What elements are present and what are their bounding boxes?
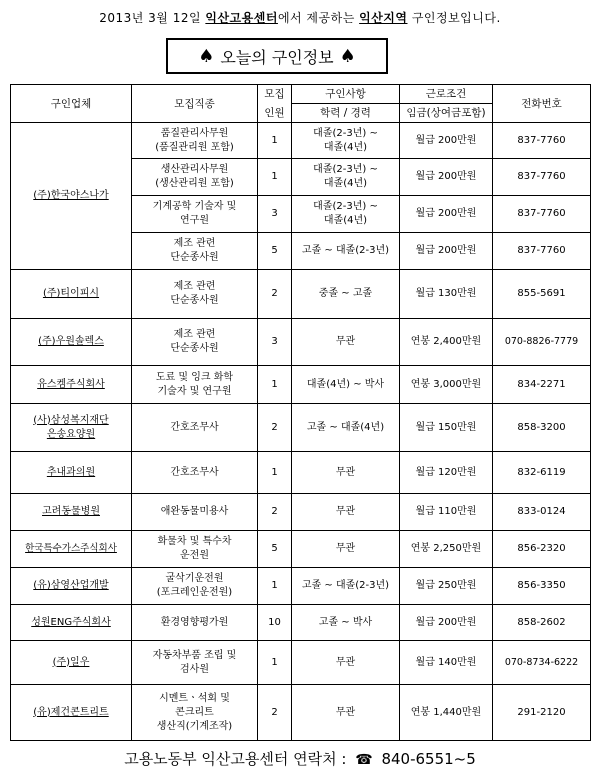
title-box — [166, 38, 388, 74]
company-cell — [11, 319, 132, 366]
req-line: 대졸(4년) — [323, 141, 368, 153]
table-row — [11, 404, 591, 452]
req-cell — [292, 233, 400, 270]
company-cell — [11, 685, 132, 741]
job-line: (생산관리원 포함) — [155, 178, 234, 189]
job-line: 굴삭기운전원 — [165, 573, 224, 584]
job-line: 콘크리트 — [175, 706, 214, 718]
phone-cell: 837-7760 — [493, 123, 591, 159]
req-cell — [292, 159, 400, 196]
table-row — [11, 123, 591, 159]
company-name: 추내과의원 — [46, 466, 96, 478]
req-cell: 무관 — [292, 319, 400, 366]
phone-cell: 856-2320 — [493, 531, 591, 568]
table-row — [11, 605, 591, 641]
req-cell: 무관 — [292, 494, 400, 531]
job-cell — [132, 196, 258, 233]
count-cell: 5 — [258, 233, 292, 270]
phone-cell: 070-8826-7779 — [493, 319, 591, 366]
count-cell: 5 — [258, 531, 292, 568]
job-cell — [132, 270, 258, 319]
job-line: 시멘트ㆍ석회 및 — [159, 692, 230, 704]
wage-cell: 월급 200만원 — [400, 233, 493, 270]
wage-cell: 연봉 3,000만원 — [400, 366, 493, 404]
job-line: 검사원 — [180, 663, 209, 675]
table-row — [11, 685, 591, 741]
job-line: 기계공학 기술자 및 — [152, 201, 237, 212]
req-cell: 대졸(4년) ~ 박사 — [292, 366, 400, 404]
job-line: 단순종사원 — [170, 252, 219, 263]
company-name: 고려동물병원 — [42, 506, 100, 517]
company-name: (유)제건콘트리트 — [33, 706, 109, 718]
company-cell — [11, 452, 132, 494]
job-line: (품질관리원 포함) — [155, 141, 234, 153]
job-line: 단순종사원 — [170, 343, 219, 354]
job-cell — [132, 366, 258, 404]
job-line: 제조 관련 — [173, 281, 216, 292]
header-date: 2013년 3월 12일 — [99, 11, 206, 25]
wage-cell: 월급 150만원 — [400, 404, 493, 452]
company-name: (유)삼영산업개발 — [33, 580, 109, 591]
job-cell — [132, 233, 258, 270]
req-line: 대졸(2-3년) ~ — [313, 127, 378, 139]
req-cell — [292, 196, 400, 233]
footer-phone: 840-6551~5 — [381, 750, 476, 768]
job-cell — [132, 641, 258, 685]
phone-cell: 837-7760 — [493, 196, 591, 233]
req-cell: 무관 — [292, 685, 400, 741]
req-cell: 고졸 ~ 대졸(4년) — [292, 404, 400, 452]
company-name: 한국특수가스주식회사 — [25, 543, 117, 554]
col-cond-bottom: 임금(상여금포함) — [400, 104, 493, 123]
wage-cell: 월급 200만원 — [400, 159, 493, 196]
req-line: 대졸(4년) — [323, 215, 368, 226]
count-cell: 1 — [258, 641, 292, 685]
job-line: 단순종사원 — [170, 295, 219, 306]
col-phone: 전화번호 — [493, 85, 591, 123]
company-cell — [11, 605, 132, 641]
count-cell: 3 — [258, 196, 292, 233]
table-row — [11, 270, 591, 319]
count-cell: 2 — [258, 685, 292, 741]
job-line: 자동차부품 조립 및 — [152, 649, 237, 661]
footer — [0, 748, 600, 769]
wage-cell: 월급 200만원 — [400, 123, 493, 159]
count-cell: 3 — [258, 319, 292, 366]
col-company: 구인업체 — [11, 85, 132, 123]
job-table — [10, 84, 591, 741]
req-line: 대졸(2-3년) ~ — [313, 201, 378, 212]
table-row — [11, 319, 591, 366]
req-line: 대졸(4년) — [323, 178, 368, 189]
phone-cell: 837-7760 — [493, 233, 591, 270]
company-cell — [11, 123, 132, 270]
col-req-top: 구인사항 — [292, 85, 400, 104]
wage-cell: 월급 120만원 — [400, 452, 493, 494]
job-cell: 간호조무사 — [132, 404, 258, 452]
company-cell — [11, 568, 132, 605]
wage-cell: 월급 130만원 — [400, 270, 493, 319]
company-name: 성원ENG주식회사 — [31, 616, 111, 628]
count-cell: 2 — [258, 494, 292, 531]
company-cell — [11, 641, 132, 685]
header-line — [0, 9, 600, 26]
req-cell — [292, 123, 400, 159]
company-name: 유스켐주식회사 — [37, 378, 105, 390]
job-line: 도료 및 잉크 화학 — [155, 371, 234, 383]
count-cell: 1 — [258, 568, 292, 605]
table-row — [11, 641, 591, 685]
wage-cell: 월급 110만원 — [400, 494, 493, 531]
req-cell: 고졸 ~ 박사 — [292, 605, 400, 641]
company-name: 은송요양원 — [46, 428, 96, 440]
company-cell — [11, 404, 132, 452]
job-cell — [132, 531, 258, 568]
phone-cell: 855-5691 — [493, 270, 591, 319]
header-text: 에서 제공하는 — [277, 11, 360, 25]
phone-cell: 858-2602 — [493, 605, 591, 641]
job-line: 제조 관련 — [173, 238, 216, 249]
col-job: 모집직종 — [132, 85, 258, 123]
phone-cell: 834-2271 — [493, 366, 591, 404]
req-line: 대졸(2-3년) ~ — [313, 164, 378, 175]
req-cell: 무관 — [292, 641, 400, 685]
wage-cell: 연봉 2,250만원 — [400, 531, 493, 568]
table-row — [11, 366, 591, 404]
job-cell: 환경영향평가원 — [132, 605, 258, 641]
phone-cell: 858-3200 — [493, 404, 591, 452]
count-cell: 1 — [258, 366, 292, 404]
job-line: 연구원 — [180, 215, 209, 226]
company-cell — [11, 366, 132, 404]
req-cell: 고졸 ~ 대졸(2-3년) — [292, 568, 400, 605]
col-count-bottom: 인원 — [258, 104, 292, 123]
table-row — [11, 452, 591, 494]
job-line: 품질관리사무원 — [160, 127, 229, 139]
count-cell: 1 — [258, 452, 292, 494]
count-cell: 10 — [258, 605, 292, 641]
job-cell — [132, 123, 258, 159]
col-req-bottom: 학력 / 경력 — [292, 104, 400, 123]
job-cell: 간호조무사 — [132, 452, 258, 494]
req-cell: 무관 — [292, 452, 400, 494]
phone-icon: ☎ — [355, 752, 373, 768]
company-name: (주)한국야스나가 — [33, 190, 109, 201]
wage-cell: 월급 250만원 — [400, 568, 493, 605]
job-line: 생산관리사무원 — [160, 164, 229, 175]
phone-cell: 837-7760 — [493, 159, 591, 196]
phone-cell: 833-0124 — [493, 494, 591, 531]
count-cell: 2 — [258, 404, 292, 452]
spade-icon: ♠ — [198, 45, 215, 67]
header-center: 익산고용센터 — [205, 11, 278, 25]
company-name: (주)일우 — [52, 656, 90, 668]
phone-cell: 070-8734-6222 — [493, 641, 591, 685]
count-cell: 2 — [258, 270, 292, 319]
spade-icon: ♠ — [339, 45, 356, 67]
page-title: 오늘의 구인정보 — [220, 47, 334, 67]
job-cell — [132, 568, 258, 605]
company-name: (사)삼성복지재단 — [33, 414, 109, 426]
table-row — [11, 568, 591, 605]
wage-cell: 연봉 1,440만원 — [400, 685, 493, 741]
table-row — [11, 494, 591, 531]
job-line: 기술자 및 연구원 — [157, 385, 232, 397]
count-cell: 1 — [258, 159, 292, 196]
wage-cell: 월급 140만원 — [400, 641, 493, 685]
job-cell: 애완동물미용사 — [132, 494, 258, 531]
company-cell — [11, 531, 132, 568]
job-cell — [132, 685, 258, 741]
job-line: 생산직(기계조작) — [156, 720, 233, 732]
company-cell — [11, 494, 132, 531]
job-line: 운전원 — [180, 550, 209, 561]
company-name: (주)티이피시 — [42, 288, 100, 299]
footer-label: 고용노동부 익산고용센터 연락처 : — [124, 750, 347, 768]
phone-cell: 832-6119 — [493, 452, 591, 494]
job-cell — [132, 319, 258, 366]
job-line: (포크레인운전원) — [156, 587, 233, 598]
table-row — [11, 531, 591, 568]
count-cell: 1 — [258, 123, 292, 159]
col-count-top: 모집 — [258, 85, 292, 104]
company-name: (주)우원솔렉스 — [38, 336, 104, 347]
col-cond-top: 근로조건 — [400, 85, 493, 104]
company-cell — [11, 270, 132, 319]
req-cell: 무관 — [292, 531, 400, 568]
header-region: 익산지역 — [359, 11, 408, 25]
phone-cell: 291-2120 — [493, 685, 591, 741]
wage-cell: 월급 200만원 — [400, 605, 493, 641]
req-cell: 중졸 ~ 고졸 — [292, 270, 400, 319]
wage-cell: 연봉 2,400만원 — [400, 319, 493, 366]
job-line: 제조 관련 — [173, 329, 216, 340]
req-line: 고졸 ~ 대졸(2-3년) — [301, 245, 390, 256]
job-line: 화물차 및 특수차 — [157, 536, 232, 547]
phone-cell: 856-3350 — [493, 568, 591, 605]
header-tail: 구인정보입니다. — [407, 11, 501, 25]
job-cell — [132, 159, 258, 196]
wage-cell: 월급 200만원 — [400, 196, 493, 233]
